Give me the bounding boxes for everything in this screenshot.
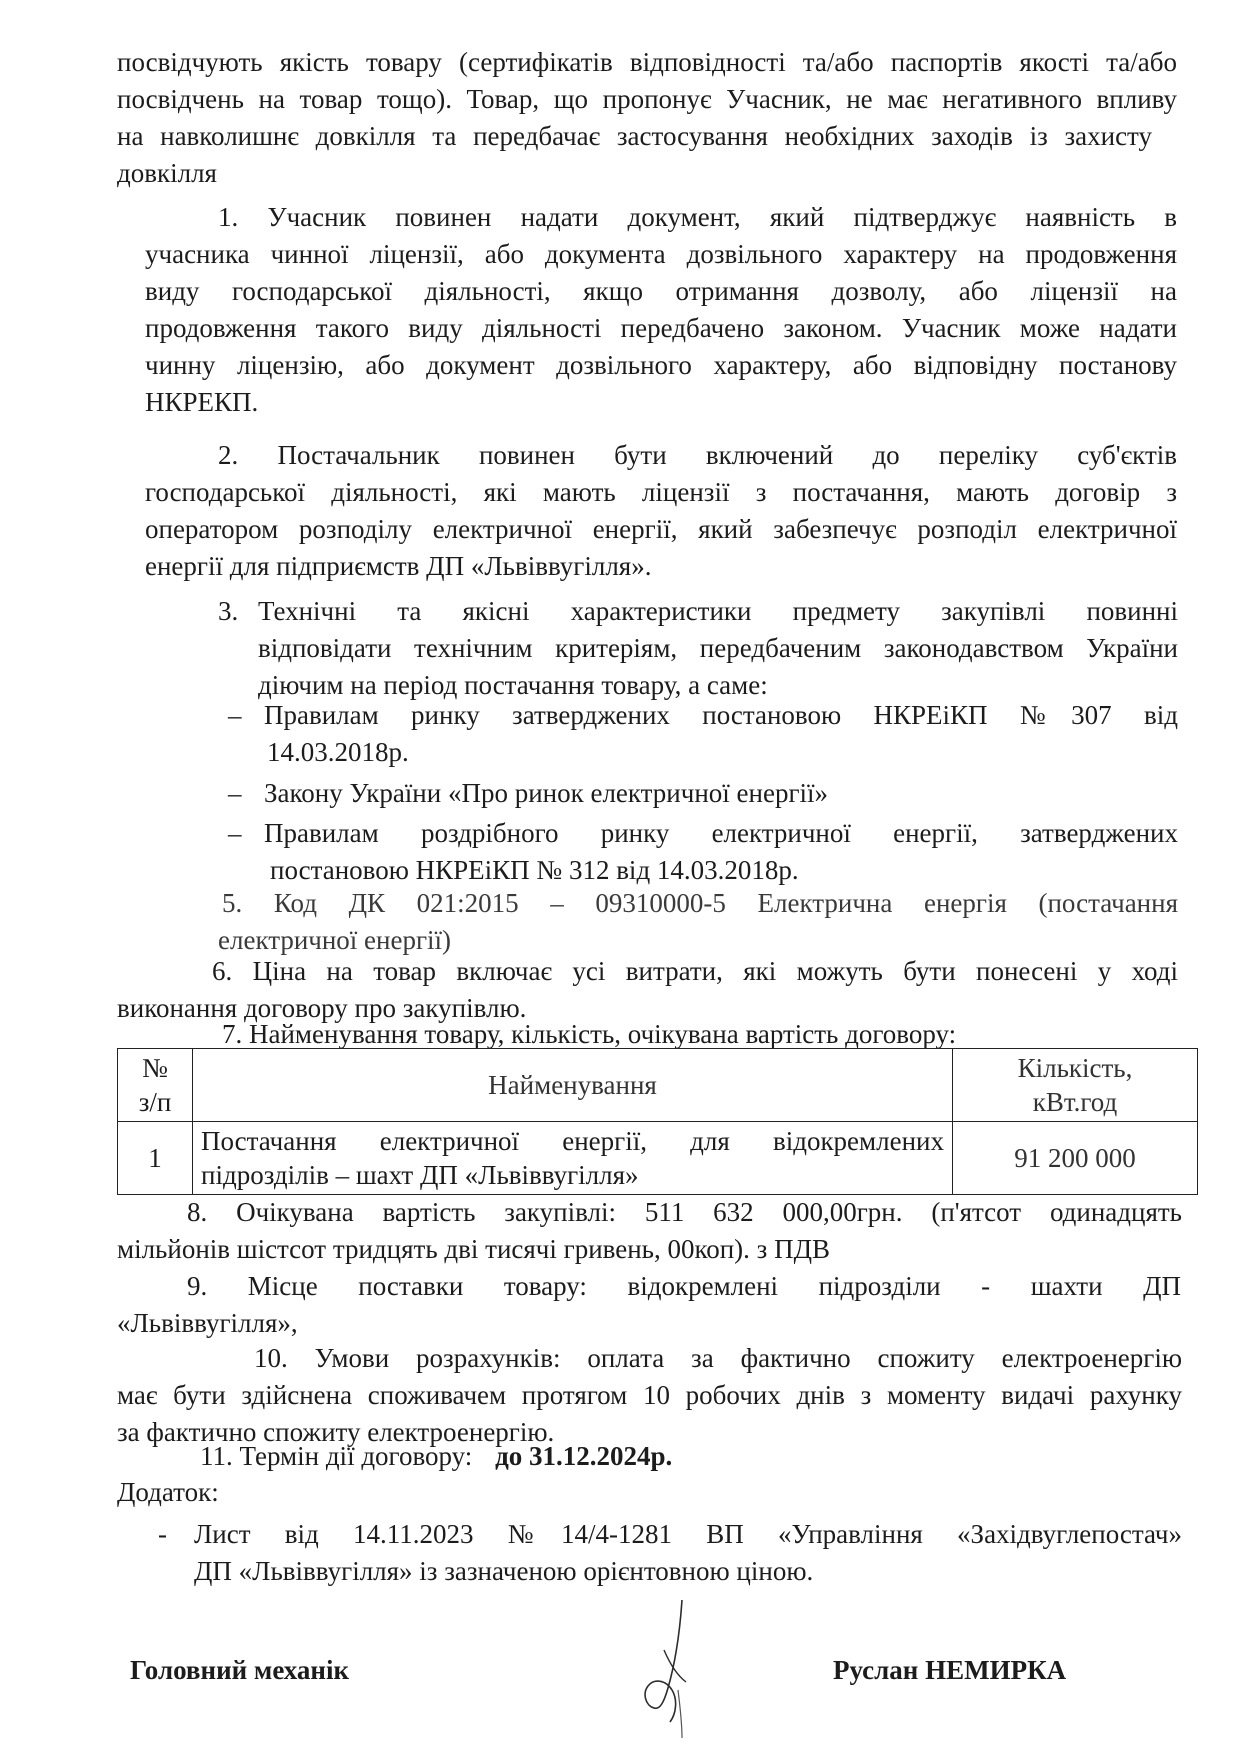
text-line: 1. Учасник повинен надати документ, який підтверджує наявність в bbox=[218, 202, 1177, 232]
cell-quantity: 91 200 000 bbox=[953, 1122, 1198, 1195]
term-value: до 31.12.2024р. bbox=[495, 1441, 673, 1471]
text-line: 9. Місце поставки товару: відокремлені підрозділи - шахти ДП bbox=[187, 1271, 1181, 1301]
text-line: виду господарської діяльності, якщо отримання дозволу, або ліцензії на bbox=[145, 276, 1177, 306]
text-line: діючим на період постачання товару, а саме: bbox=[258, 670, 768, 700]
text-line: мільйонів шістсот тридцять дві тисячі гривень, 00коп). з ПДВ bbox=[117, 1234, 831, 1264]
requirement-item-3 bbox=[218, 593, 1178, 704]
bullet-dash: – bbox=[228, 818, 242, 848]
list-item bbox=[228, 775, 1178, 813]
text-line: посвідчень на товар тощо). Товар, що пропонує Учасник, не має негативного впливу bbox=[117, 84, 1177, 114]
list-item bbox=[228, 815, 1178, 891]
appendix-title-text: Додаток: bbox=[117, 1477, 219, 1507]
handwritten-signature bbox=[620, 1590, 710, 1740]
intro-paragraph bbox=[117, 44, 1177, 192]
text-line: 8. Очікувана вартість закупівлі: 511 632 000,00грн. (п'ятсот одинадцять bbox=[187, 1197, 1182, 1227]
header-name: Найменування bbox=[193, 1049, 953, 1122]
text-line: Закону України «Про ринок електричної енергії» bbox=[264, 778, 829, 808]
text-line: Лист від 14.11.2023 №14/4-1281 ВП «Управління «Західвуглепостач» bbox=[194, 1519, 1182, 1549]
header-number-line: з/п bbox=[138, 1087, 172, 1117]
text-line: на навколишнє довкілля та передбачає застосування необхідних заходів із захисту bbox=[117, 121, 1152, 151]
cell-name bbox=[193, 1122, 953, 1195]
header-quantity-line: кВт.год bbox=[1032, 1087, 1118, 1117]
requirement-item-10 bbox=[117, 1340, 1182, 1451]
text-line: за фактично спожиту електроенергію. bbox=[117, 1417, 555, 1447]
text-line: ДП «Львіввугілля» із зазначеною орієнтовною ціною. bbox=[194, 1556, 814, 1586]
header-quantity-line: Кількість, bbox=[1017, 1053, 1133, 1083]
signatory-name: Руслан НЕМИРКА bbox=[833, 1655, 1067, 1685]
requirement-item-1 bbox=[145, 199, 1177, 421]
text-line: довкілля bbox=[117, 158, 217, 188]
text-line: посвідчують якість товару (сертифікатів відповідності та/або паспортів якості та/або bbox=[117, 47, 1177, 77]
cell-name-line: Постачання електричної енергії, для відокремлених bbox=[201, 1126, 944, 1156]
text-line: 7. Найменування товару, кількість, очікувана вартість договору: bbox=[222, 1019, 957, 1049]
appendix-bullet: - bbox=[158, 1519, 167, 1549]
text-line: 6. Ціна на товар включає усі витрати, які можуть бути понесені у ході bbox=[212, 956, 1178, 986]
bullet-dash: – bbox=[228, 700, 242, 730]
list-item bbox=[228, 697, 1178, 773]
text-line: учасника чинної ліцензії, або документа дозвільного характеру на продовження bbox=[145, 239, 1177, 269]
text-line: «Львіввугілля», bbox=[117, 1308, 298, 1338]
header-number-line: № bbox=[142, 1053, 168, 1083]
regulation-list bbox=[228, 697, 1178, 891]
text-line: 14.03.2018р. bbox=[267, 737, 409, 767]
text-line: Правилам ринку затверджених постановою НКРЕіКП №307 від bbox=[264, 700, 1178, 730]
text-line: відповідати технічним критеріям, передбаченим законодавством України bbox=[258, 633, 1178, 663]
requirement-item-8 bbox=[117, 1194, 1182, 1268]
appendix-item bbox=[158, 1516, 1182, 1590]
text-line: 5. Код ДК 021:2015 – 09310000-5 Електрична енергія (постачання bbox=[222, 888, 1178, 918]
text-line: 10. Умови розрахунків: оплата за фактично спожиту електроенергію bbox=[254, 1343, 1182, 1373]
text-line: має бути здійснена споживачем протягом 10 робочих днів з моменту видачі рахунку bbox=[117, 1380, 1182, 1410]
text-line: Технічні та якісні характеристики предмету закупівлі повинні bbox=[258, 596, 1178, 626]
bullet-dash: – bbox=[228, 778, 242, 808]
header-number bbox=[118, 1049, 193, 1122]
cell-name-line: підрозділів – шахт ДП «Львіввугілля» bbox=[201, 1160, 639, 1190]
signatory-position: Головний механік bbox=[130, 1655, 350, 1685]
text-line: НКРЕКП. bbox=[145, 387, 259, 417]
item-number: 3. bbox=[218, 596, 239, 626]
text-line: продовження такого виду діяльності передбачено законом. Учасник може надати bbox=[145, 313, 1177, 343]
text-line: енергії для підприємств ДП «Львіввугілля». bbox=[145, 551, 652, 581]
requirement-item-2 bbox=[145, 437, 1177, 585]
text-line: оператором розподілу електричної енергії, який забезпечує розподіл електричної bbox=[145, 514, 1177, 544]
cell-number: 1 bbox=[118, 1122, 193, 1195]
text-line: виконання договору про закупівлю. bbox=[117, 993, 527, 1023]
requirement-item-5 bbox=[218, 885, 1178, 959]
requirement-item-11 bbox=[200, 1438, 1000, 1475]
text-line: господарської діяльності, які мають ліцензії з постачання, мають договір з bbox=[145, 477, 1177, 507]
text-line: постановою НКРЕіКП № 312 від 14.03.2018р. bbox=[270, 855, 799, 885]
text-line: чинну ліцензію, або документ дозвільного характеру, або відповідну постанову bbox=[145, 350, 1177, 380]
text-line: Правилам роздрібного ринку електричної енергії, затверджених bbox=[264, 818, 1178, 848]
appendix-title bbox=[117, 1474, 219, 1511]
goods-table bbox=[117, 1048, 1198, 1195]
text-line: електричної енергії) bbox=[218, 925, 452, 955]
term-label: 11. Термін дії договору: bbox=[200, 1441, 473, 1471]
requirement-item-9 bbox=[117, 1268, 1181, 1342]
header-quantity bbox=[953, 1049, 1198, 1122]
table-header-row bbox=[118, 1049, 1198, 1122]
table-row bbox=[118, 1122, 1198, 1195]
text-line: 2. Постачальник повинен бути включений до переліку суб'єктів bbox=[218, 440, 1177, 470]
